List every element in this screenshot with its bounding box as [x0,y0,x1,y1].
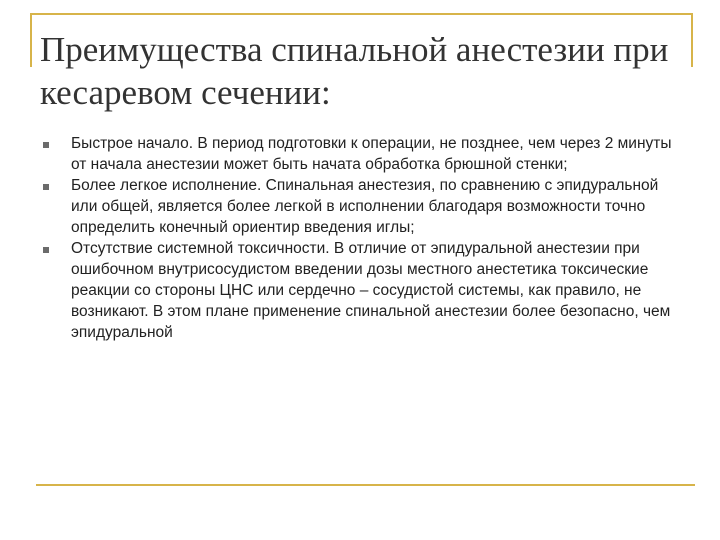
square-bullet-icon [43,184,49,190]
square-bullet-icon [43,142,49,148]
frame-bottom-line [36,484,695,486]
slide-title: Преимущества спинальной анестезии при кесаревом сечении: [40,30,669,112]
bullet-item-fast-onset [40,133,680,175]
bullet-text: Более легкое исполнение. Спинальная анестезия, по сравнению с эпидуральной или общей, является более легкой в исполнении благодаря возможности точно определить конечный ориентир введения иглы; [71,177,659,236]
bullet-item-no-systemic-toxicity [40,238,680,343]
frame-left-line [30,13,32,67]
square-bullet-icon [43,247,49,253]
bullet-text: Отсутствие системной токсичности. В отличие от эпидуральной анестезии при ошибочном внутрисосудистом введении дозы местного анестетика токсические реакции со стороны ЦНС или сердечно – сосудистой системы, как правило, не возникают. В этом плане применение спинальной анестезии более безопасно, чем эпидуральной [71,240,671,341]
bullet-list [40,133,680,343]
frame-top-line [30,13,693,15]
bullet-item-easier-execution [40,175,680,238]
frame-right-line [691,13,693,67]
bullet-text: Быстрое начало. В период подготовки к операции, не позднее, чем через 2 минуты от начала анестезии может быть начата обработка брюшной стенки; [71,135,672,173]
